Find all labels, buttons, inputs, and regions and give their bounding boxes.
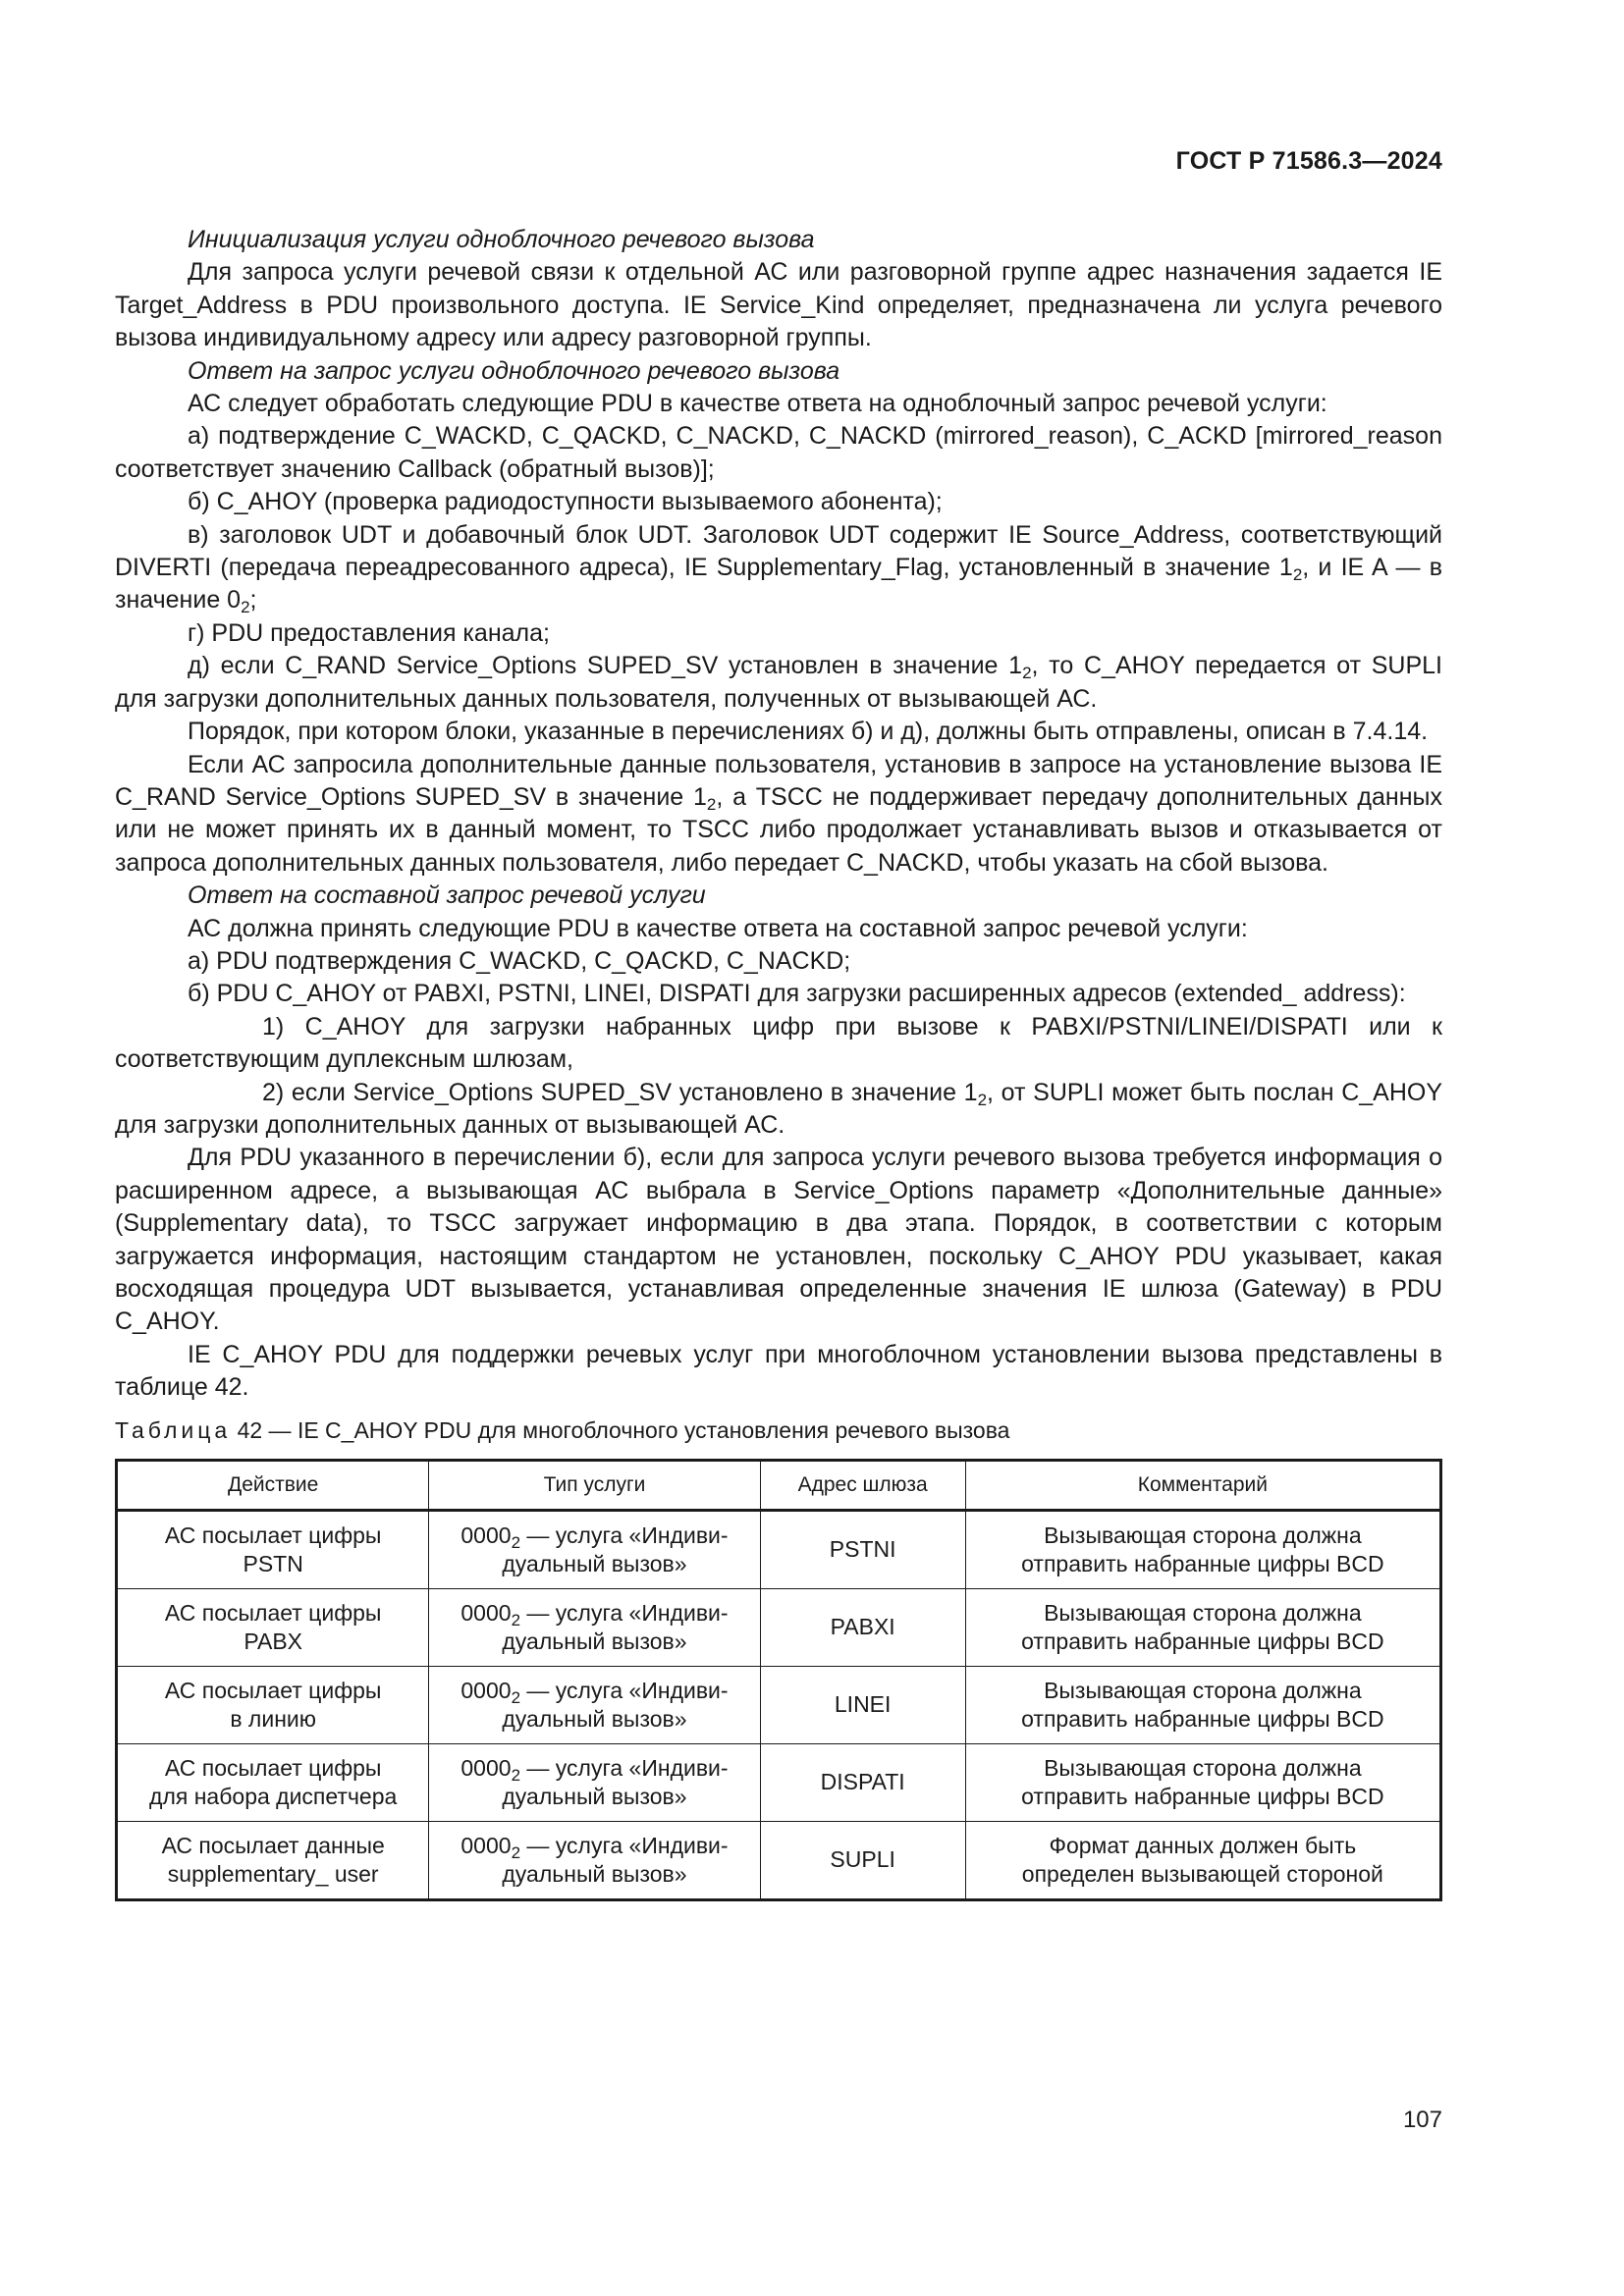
text-run: , а TSCC не поддерживает передачу дополнительных данных или не может принять их в данный момент, то TSCC либо продолжает устанавливать вызов и отказывается от запроса дополнительных данных пользователя, либо передает C_NACKD, чтобы указать на сбой вызова.	[115, 782, 1442, 877]
paragraph: IE C_AHOY PDU для поддержки речевых услуг при многоблочном установлении вызова представлены в таблице 42.	[115, 1340, 1442, 1402]
subscript: 2	[511, 1532, 521, 1552]
cell-line: для набора диспетчера	[149, 1783, 398, 1809]
subscript: 2	[511, 1765, 521, 1785]
subscript: 2	[511, 1610, 521, 1629]
list-item	[115, 519, 1442, 617]
list-item: б) PDU C_AHOY от PABXI, PSTNI, LINEI, DISPATI для загрузки расширенных адресов (extended_ address):	[188, 980, 1406, 1008]
table-row	[117, 1666, 1441, 1743]
cell-line: дуальный вызов»	[502, 1783, 687, 1809]
cell-line: Формат данных должен быть	[1049, 1832, 1357, 1858]
cell-action	[117, 1743, 429, 1821]
list-item: г) PDU предоставления канала;	[188, 618, 550, 647]
subscript: 2	[511, 1842, 521, 1862]
cell-service-type	[429, 1510, 760, 1588]
column-header-action: Действие	[117, 1460, 429, 1510]
cell-line: определен вызывающей стороной	[1021, 1860, 1383, 1887]
cell-line: — услуга «Индиви-	[520, 1754, 729, 1781]
cell-line: АС посылает цифры	[164, 1677, 382, 1703]
cell-line: в линию	[230, 1705, 317, 1732]
section-heading: Инициализация услуги одноблочного речевого вызова	[188, 226, 815, 253]
column-header-service-type: Тип услуги	[429, 1460, 760, 1510]
cell-gateway: LINEI	[760, 1666, 965, 1743]
cell-line: отправить набранные цифры BCD	[1021, 1705, 1384, 1732]
paragraph: Для запроса услуги речевой связи к отдельной АС или разговорной группе адрес назначения задается IE Target_Address в PDU произвольного доступа. IE Service_Kind определяет, предназначена ли услуга речевого вызова индивидуальному адресу или адресу разговорной группы.	[115, 258, 1442, 352]
cell-action	[117, 1666, 429, 1743]
subscript: 2	[511, 1687, 521, 1707]
cell-line: Вызывающая сторона должна	[1044, 1754, 1362, 1781]
cell-line: — услуга «Индиви-	[520, 1522, 729, 1548]
cell-comment	[965, 1821, 1440, 1899]
cell-line: Вызывающая сторона должна	[1044, 1599, 1362, 1626]
cell-gateway: PABXI	[760, 1588, 965, 1666]
cell-line: PABX	[244, 1628, 302, 1654]
cell-service-type	[429, 1666, 760, 1743]
cell-line: АС посылает данные	[161, 1832, 385, 1858]
cell-line: АС посылает цифры	[164, 1599, 382, 1626]
cell-comment	[965, 1743, 1440, 1821]
cell-line: отправить набранные цифры BCD	[1021, 1783, 1384, 1809]
section-heading: Ответ на составной запрос речевой услуги	[188, 881, 706, 910]
table-caption	[115, 1415, 1442, 1445]
document-body	[115, 224, 1442, 1901]
cell-line: отправить набранные цифры BCD	[1021, 1550, 1384, 1576]
table-row	[117, 1743, 1441, 1821]
text-run: , от SUPLI может быть послан C_AHOY для загрузки дополнительных данных от вызывающей АС.	[115, 1078, 1442, 1139]
paragraph: Для PDU указанного в перечислении б), если для запроса услуги речевого вызова требуется информация о расширенном адресе, а вызывающая АС выбрала в Service_Options параметр «Дополнительные данные» (Supplementary data), то TSCC загружает информацию в два этапа. Порядок, в соответствии с которым загружается информация, настоящим стандартом не установлен, поскольку C_AHOY PDU указывает, какая восходящая процедура UDT вызывается, устанавливая определенные значения IE шлюза (Gateway) в PDU C_AHOY.	[115, 1144, 1442, 1336]
cell-line: PSTN	[243, 1550, 303, 1576]
cell-line: — услуга «Индиви-	[520, 1832, 729, 1858]
list-item: а) подтверждение C_WACKD, C_QACKD, C_NACKD, C_NACKD (mirrored_reason), C_ACKD [mirrored_reason соответствует значению Callback (обратный вызов)];	[115, 422, 1442, 483]
section-heading: Ответ на запрос услуги одноблочного речевого вызова	[188, 356, 840, 385]
cell-action	[117, 1588, 429, 1666]
paragraph: АС должна принять следующие PDU в качестве ответа на составной запрос речевой услуги:	[188, 914, 1248, 942]
cell-line: дуальный вызов»	[502, 1550, 687, 1576]
standard-designation: ГОСТ Р 71586.3—2024	[1175, 147, 1442, 175]
cell-comment	[965, 1666, 1440, 1743]
list-item: б) C_AHOY (проверка радиодоступности вызываемого абонента);	[188, 488, 943, 516]
column-header-gateway: Адрес шлюза	[760, 1460, 965, 1510]
subscript: 2	[1292, 565, 1303, 585]
cell-service-type	[429, 1743, 760, 1821]
page-number: 107	[1402, 2107, 1442, 2133]
cell-line: 0000	[460, 1522, 512, 1548]
paragraph: Порядок, при котором блоки, указанные в перечислениях б) и д), должны быть отправлены, описан в 7.4.14.	[188, 718, 1429, 746]
text-run: 2) если Service_Options SUPED_SV установлено в значение 1	[262, 1078, 978, 1106]
text-run: в) заголовок UDT и добавочный блок UDT. Заголовок UDT содержит IE Source_Address, соответствующий DIVERTI (передача переадресованного адреса), IE Supplementary_Flag, установленный в значение 1	[115, 520, 1442, 582]
cell-line: 0000	[460, 1754, 512, 1781]
sub-list-item	[115, 1077, 1442, 1143]
text-run: , то C_AHOY передается от SUPLI для загрузки дополнительных данных пользователя, полученных от вызывающей АС.	[115, 652, 1442, 713]
cell-line: 0000	[460, 1677, 512, 1703]
subscript: 2	[241, 598, 250, 617]
cell-line: дуальный вызов»	[502, 1705, 687, 1732]
cell-line: дуальный вызов»	[502, 1628, 687, 1654]
cell-line: Вызывающая сторона должна	[1044, 1522, 1362, 1548]
cell-line: отправить набранные цифры BCD	[1021, 1628, 1384, 1654]
subscript: 2	[977, 1090, 988, 1109]
cell-line: — услуга «Индиви-	[520, 1677, 729, 1703]
text-run: д) если C_RAND Service_Options SUPED_SV установлен в значение 1	[188, 652, 1023, 680]
cell-line: 0000	[460, 1599, 512, 1626]
subscript: 2	[706, 794, 717, 814]
cell-gateway: DISPATI	[760, 1743, 965, 1821]
text-run: Если АС запросила дополнительные данные пользователя, установив в запросе на установление вызова IE C_RAND Service_Options SUPED_SV в значение 1	[115, 750, 1442, 811]
caption-text: 42 — IE C_AHOY PDU для многоблочного установления речевого вызова	[231, 1416, 1010, 1443]
list-item	[115, 650, 1442, 716]
cell-service-type	[429, 1821, 760, 1899]
list-item: а) PDU подтверждения C_WACKD, C_QACKD, C_NACKD;	[188, 946, 851, 975]
cell-line: supplementary_ user	[167, 1860, 379, 1887]
cell-action	[117, 1510, 429, 1588]
cell-line: АС посылает цифры	[164, 1522, 382, 1548]
table-row	[117, 1821, 1441, 1899]
cell-service-type	[429, 1588, 760, 1666]
column-header-comment: Комментарий	[965, 1460, 1440, 1510]
cell-line: — услуга «Индиви-	[520, 1599, 729, 1626]
table-row	[117, 1588, 1441, 1666]
table-header-row	[117, 1460, 1441, 1510]
text-run: ;	[249, 586, 257, 614]
caption-label: Таблица	[115, 1416, 232, 1443]
cell-gateway: PSTNI	[760, 1510, 965, 1588]
table-42	[115, 1459, 1442, 1901]
paragraph	[115, 749, 1442, 881]
cell-comment	[965, 1588, 1440, 1666]
paragraph: АС следует обработать следующие PDU в качестве ответа на одноблочный запрос речевой услуги:	[188, 390, 1327, 418]
text-run: , и IE A — в значение 0	[115, 554, 1442, 614]
cell-gateway: SUPLI	[760, 1821, 965, 1899]
cell-line: 0000	[460, 1832, 512, 1858]
sub-list-item: 1) C_AHOY для загрузки набранных цифр при вызове к PABXI/PSTNI/LINEI/DISPATI или к соответствующим дуплексным шлюзам,	[115, 1012, 1442, 1074]
table-row	[117, 1510, 1441, 1588]
subscript: 2	[1022, 664, 1032, 683]
cell-comment	[965, 1510, 1440, 1588]
cell-action	[117, 1821, 429, 1899]
cell-line: дуальный вызов»	[502, 1860, 687, 1887]
cell-line: Вызывающая сторона должна	[1044, 1677, 1362, 1703]
cell-line: АС посылает цифры	[164, 1754, 382, 1781]
